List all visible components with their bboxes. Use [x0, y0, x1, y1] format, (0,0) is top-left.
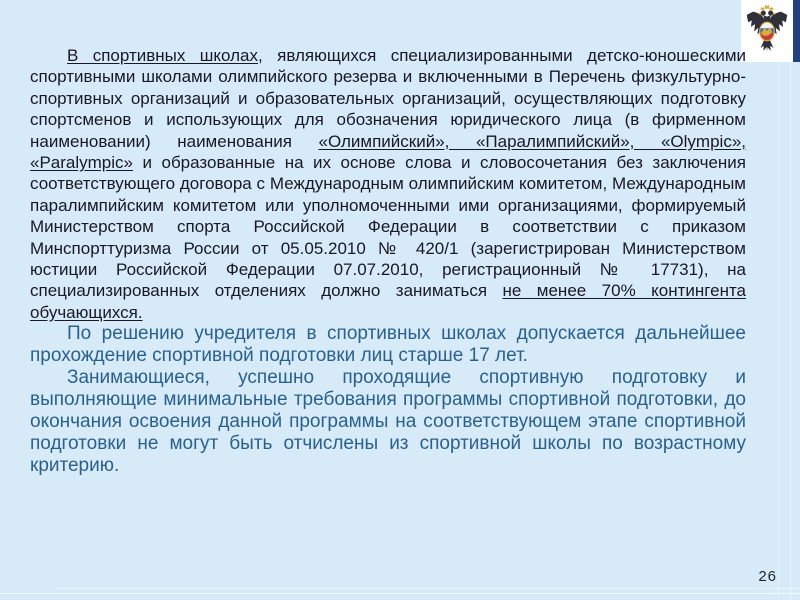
paragraph-founder-decision: По решению учредителя в спортивных школах допускается дальнейшее прохождение спортивной подготовки лиц старше 17 лет. — [30, 323, 746, 367]
emblem-panel — [741, 0, 793, 62]
emblem-accent-stripe — [793, 0, 800, 62]
underlined-phrase-70-percent: не менее 70% контингента обучающихся. — [30, 281, 747, 322]
paragraph-text: и образованные на их основе слова и словосочетания без заключения соответствующего договора с Международным олимпийским комитетом, Международным паралимпийским комитетом или уполномоченными ими организациями, формируемый Министерством спорта Российской Федерации в соответствии с приказом Минспорттуризма России от 05.05.2010 № 420/1 (зарегистрирован Министерством юстиции Российской Федерации 07.07.2010, регистрационный № 17731), на специализированных отделениях должно заниматься — [30, 153, 746, 301]
slide-edge-highlight — [778, 0, 779, 600]
slide-body-text — [30, 45, 746, 477]
paragraph-sports-schools — [30, 45, 746, 323]
paragraph-text: , являющихся специализированными детско-юношескими спортивными школами олимпийского резерва и включенными в Перечень физкультурно-спортивных организаций и образовательных организаций, осуществляющих подготовку спортсменов и использующих для обозначения юридического лица (в фирменном наименовании) наименования — [30, 46, 746, 151]
page-number: 26 — [758, 568, 777, 585]
underlined-phrase-sports-schools: В спортивных школах — [67, 46, 258, 65]
ministry-of-sport-eagle-icon — [744, 3, 790, 59]
underlined-phrase-olympic-names: «Олимпийский», «Паралимпийский», «Olympic», «Paralympic» — [30, 131, 746, 173]
slide-edge-highlight — [0, 593, 800, 594]
paragraph-age-criterion: Занимающиеся, успешно проходящие спортивную подготовку и выполняющие минимальные требования программы спортивной подготовки, до окончания освоения данной программы на соответствующем этапе спортивной подготовки не могут быть отчислены из спортивной школы по возрастному критерию. — [30, 367, 746, 477]
slide-edge-highlight — [790, 0, 791, 600]
slide-edge-highlight — [55, 588, 800, 589]
